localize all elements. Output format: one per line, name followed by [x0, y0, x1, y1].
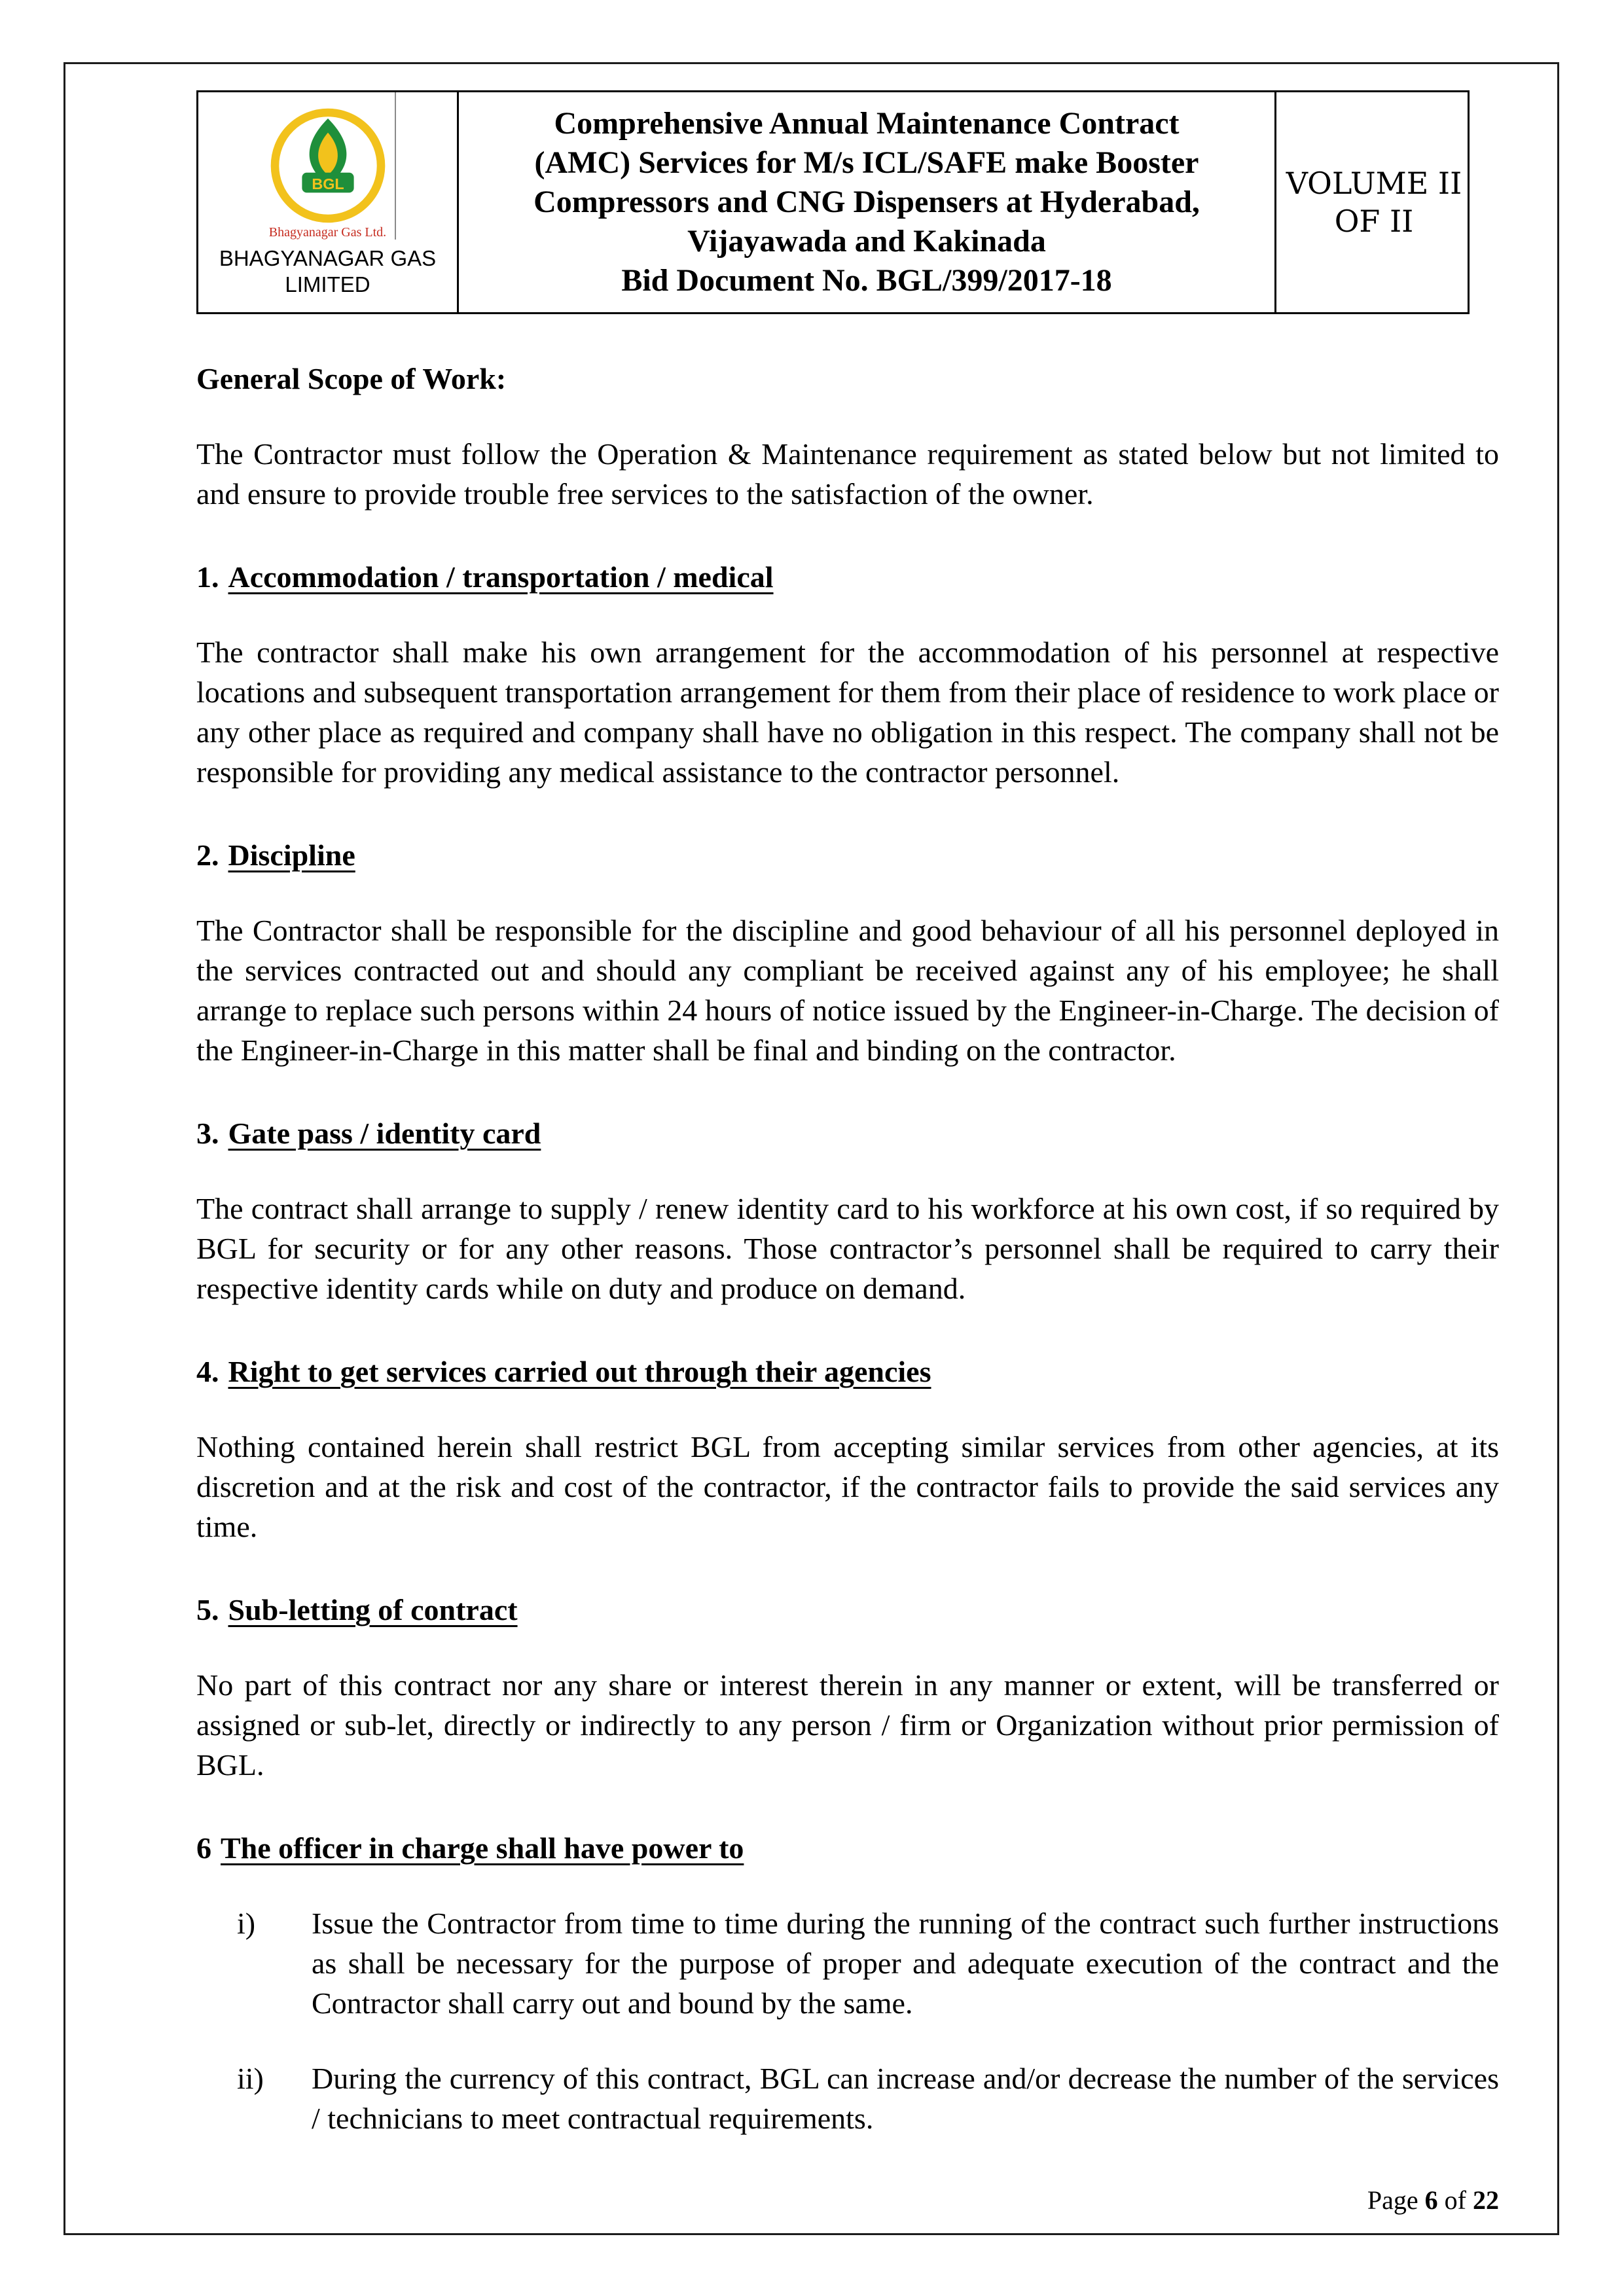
- title-line-2: (AMC) Services for M/s ICL/SAFE make Booster: [534, 145, 1199, 180]
- title-line-1: Comprehensive Annual Maintenance Contract: [554, 106, 1180, 141]
- section-5-number: 5.: [196, 1593, 219, 1626]
- section-4-paragraph: Nothing contained herein shall restrict BGL from accepting similar services from other agencies, at its discretion and at the risk and cost of the contractor, if the contractor fails to provide the said services any time.: [196, 1430, 1499, 1543]
- section-3-paragraph: The contract shall arrange to supply / renew identity card to his workforce at his own cost, if so required by BGL for security or for any other reasons. Those contractor’s personnel shall be required to carry their respective identity cards while on duty and produce on demand.: [196, 1192, 1499, 1305]
- section-1-paragraph: The contractor shall make his own arrangement for the accommodation of his personnel at respective locations and subsequent transportation arrangement for them from their place of residence to work place or any other place as required and company shall have no obligation in this respect. The company shall not be responsible for providing any medical assistance to the contractor personnel.: [196, 636, 1499, 789]
- section-3-heading: [196, 1113, 1499, 1153]
- logo-divider-line: [395, 92, 396, 240]
- logo-cell: [198, 92, 457, 312]
- svg-text:BGL: BGL: [311, 175, 344, 192]
- section-5-paragraph: No part of this contract nor any share or interest therein in any manner or extent, will be transferred or assigned or sub-let, directly or indirectly to any person / firm or Organization without prior permission of BGL.: [196, 1668, 1499, 1782]
- footer-of: of: [1437, 2185, 1473, 2215]
- section-3-title: Gate pass / identity card: [228, 1117, 541, 1150]
- section-4-heading: [196, 1352, 1499, 1391]
- document-body: [196, 314, 1499, 2138]
- section-3-number: 3.: [196, 1117, 219, 1150]
- list-item-ii-marker: ii): [237, 2062, 264, 2095]
- title-line-3: Compressors and CNG Dispensers at Hyderabad,: [533, 185, 1200, 219]
- section-5-heading: [196, 1590, 1499, 1630]
- section-6-number: 6: [196, 1831, 211, 1865]
- footer-page-number: 6: [1424, 2185, 1438, 2215]
- section-1-number: 1.: [196, 560, 219, 594]
- section-5-title: Sub-letting of contract: [228, 1593, 518, 1626]
- section-2-title: Discipline: [228, 838, 355, 872]
- volume-cell: [1274, 92, 1471, 312]
- section-4-number: 4.: [196, 1355, 219, 1388]
- list-item-i: [196, 1903, 1499, 2023]
- intro-paragraph: The Contractor must follow the Operation & Maintenance requirement as stated below but not limited to and ensure to provide trouble free services to the satisfaction of the owner.: [196, 437, 1499, 511]
- section-4-title: Right to get services carried out through their agencies: [228, 1355, 931, 1388]
- bid-document-number: Bid Document No. BGL/399/2017-18: [621, 263, 1112, 298]
- section-6-heading: [196, 1828, 1499, 1868]
- document-title-cell: [457, 92, 1274, 312]
- list-item-i-marker: i): [237, 1907, 256, 1940]
- list-item-ii-text: During the currency of this contract, BGL can increase and/or decrease the number of the services / technicians to meet contractual requirements.: [312, 2062, 1499, 2135]
- footer-total-pages: 22: [1473, 2185, 1499, 2215]
- list-item-ii: [196, 2058, 1499, 2138]
- section-6-title: The officer in charge shall have power to: [221, 1831, 744, 1865]
- company-name-line1: BHAGYANAGAR GAS: [219, 246, 437, 270]
- company-name: [219, 245, 436, 298]
- section-heading-general-scope: General Scope of Work:: [196, 362, 507, 395]
- bgl-logo-icon: [269, 107, 387, 224]
- logo-tagline: Bhagyanagar Gas Ltd.: [268, 225, 387, 240]
- list-item-i-text: Issue the Contractor from time to time during the running of the contract such further instructions as shall be necessary for the purpose of proper and adequate execution of the contract and the Contractor shall carry out and bound by the same.: [312, 1907, 1499, 2020]
- section-2-paragraph: The Contractor shall be responsible for the discipline and good behaviour of all his personnel deployed in the services contracted out and should any compliant be received against any of his employee; he shall arrange to replace such persons within 24 hours of notice issued by the Engineer-in-Charge. The decision of the Engineer-in-Charge in this matter shall be final and binding on the contractor.: [196, 914, 1499, 1067]
- page-footer: [196, 2185, 1499, 2216]
- title-line-4: Vijayawada and Kakinada: [687, 224, 1046, 259]
- header-table: [196, 90, 1470, 314]
- section-1-title: Accommodation / transportation / medical: [228, 560, 774, 594]
- section-2-number: 2.: [196, 838, 219, 872]
- footer-prefix: Page: [1367, 2185, 1425, 2215]
- volume-line-1: VOLUME II: [1286, 166, 1462, 201]
- page-border-frame: [63, 62, 1559, 2235]
- company-name-line2: LIMITED: [285, 272, 370, 296]
- section-2-heading: [196, 835, 1499, 875]
- section-1-heading: [196, 557, 1499, 597]
- volume-line-2: OF II: [1334, 204, 1414, 239]
